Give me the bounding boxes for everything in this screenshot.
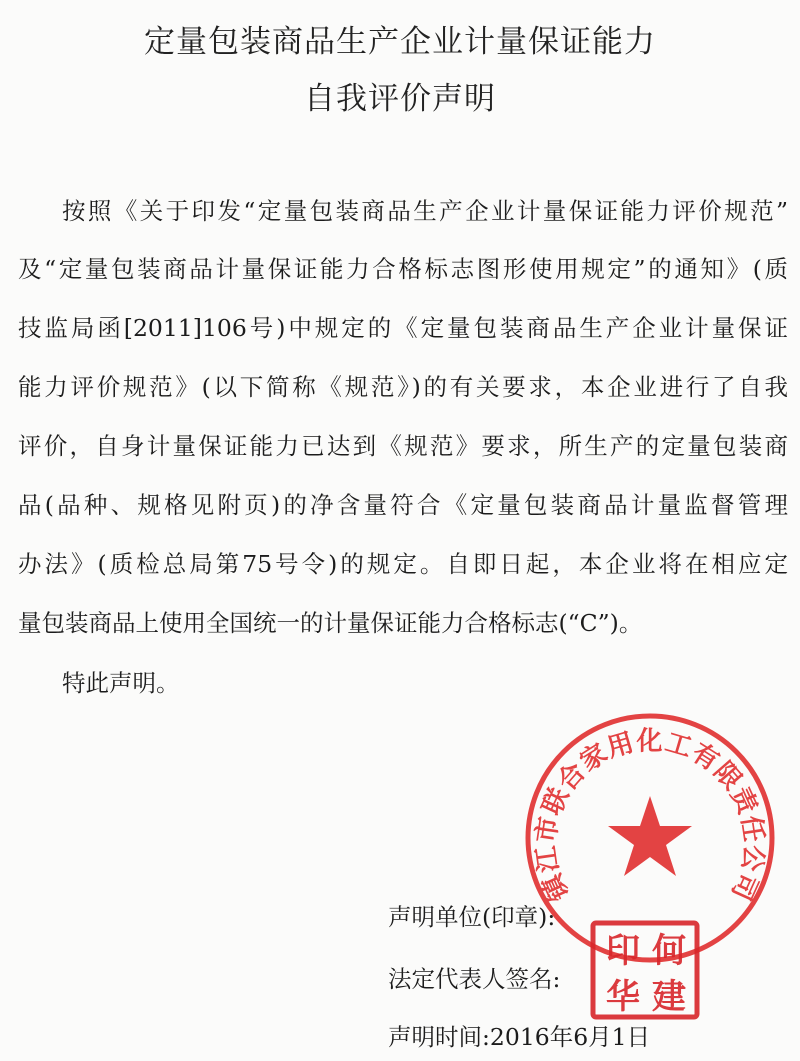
svg-text:华: 华 [606,977,640,1017]
body-line-5: 评价，自身计量保证能力已达到《规范》要求，所生产的定量包装商 [18,432,788,460]
svg-text:印: 印 [606,931,640,971]
legal-representative-label: 法定代表人签名: [388,965,561,993]
declaration-date [388,1018,650,1052]
declaration-date-value: 2016年6月1日 [489,1023,651,1051]
document-title-line-1: 定量包装商品生产企业计量保证能力 [144,24,656,60]
legal-representative-chop-icon [590,920,700,1020]
body-line-6: 品(品种、规格见附页)的净含量符合《定量包装商品计量监督管理 [18,491,788,519]
body-line-3: 技监局函[2011]106号)中规定的《定量包装商品生产企业计量保证 [18,314,788,342]
declaration-date-label: 声明时间: [388,1023,490,1051]
body-line-2: 及“定量包装商品计量保证能力合格标志图形使用规定”的通知》(质 [18,255,788,283]
body-line-4: 能力评价规范》(以下简称《规范》)的有关要求，本企业进行了自我 [18,373,788,401]
body-line-8: 量包装商品上使用全国统一的计量保证能力合格标志(“C”)。 [18,609,643,637]
seal-star-icon [608,796,692,876]
document-title-line-2: 自我评价声明 [304,81,496,117]
closing-statement: 特此声明。 [62,669,180,697]
svg-text:建: 建 [652,977,686,1017]
declaring-unit-label: 声明单位(印章): [388,903,556,931]
svg-text:何: 何 [652,931,686,971]
svg-text:镇江市联合家用化工有限责任公司: 镇江市联合家用化工有限责任公司 [531,726,769,906]
body-line-7: 办法》(质检总局第75号令)的规定。自即日起，本企业将在相应定 [18,550,788,578]
body-line-1: 按照《关于印发“定量包装商品生产企业计量保证能力评价规范” [62,197,788,225]
